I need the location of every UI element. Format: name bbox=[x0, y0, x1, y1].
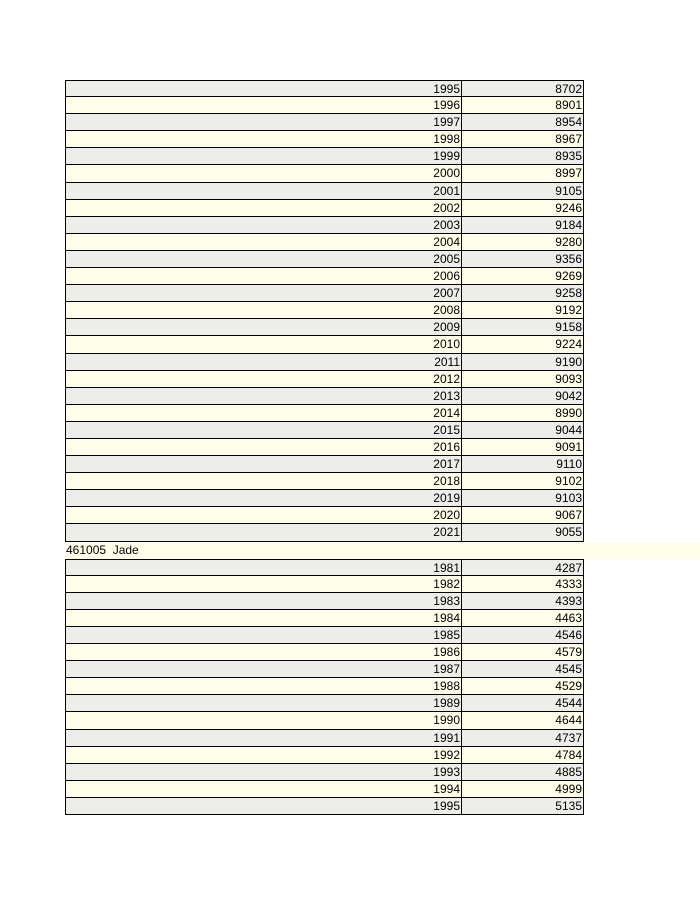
value-cell: 8990 bbox=[555, 405, 582, 420]
value-cell: 9246 bbox=[555, 200, 582, 215]
table-row bbox=[65, 747, 584, 764]
year-cell: 2001 bbox=[66, 183, 462, 199]
value-cell: 4529 bbox=[555, 679, 582, 694]
year-cell: 2021 bbox=[66, 524, 462, 540]
value-cell: 4544 bbox=[555, 696, 582, 711]
table-row bbox=[65, 764, 584, 781]
value-cell: 9269 bbox=[555, 269, 582, 284]
value-cell: 9280 bbox=[555, 234, 582, 249]
year-cell: 1988 bbox=[66, 678, 462, 694]
year-cell: 2012 bbox=[66, 371, 462, 387]
year-cell: 2017 bbox=[66, 456, 462, 472]
value-cell: 9190 bbox=[555, 354, 582, 369]
value-cell: 4287 bbox=[555, 560, 582, 575]
table-row bbox=[65, 781, 584, 798]
table-row bbox=[65, 695, 584, 712]
table-row bbox=[65, 354, 584, 371]
table-row bbox=[65, 217, 584, 234]
value-cell: 4999 bbox=[555, 781, 582, 796]
year-cell: 1992 bbox=[66, 747, 462, 763]
year-cell: 1989 bbox=[66, 695, 462, 711]
value-cell: 4463 bbox=[555, 610, 582, 625]
value-cell: 9184 bbox=[555, 217, 582, 232]
year-cell: 2019 bbox=[66, 490, 462, 506]
table-row bbox=[65, 165, 584, 182]
value-cell: 5135 bbox=[555, 798, 582, 813]
year-cell: 2018 bbox=[66, 473, 462, 489]
year-cell: 2016 bbox=[66, 439, 462, 455]
value-cell: 4885 bbox=[555, 764, 582, 779]
year-cell: 2014 bbox=[66, 405, 462, 421]
year-cell: 1985 bbox=[66, 627, 462, 643]
year-cell: 1986 bbox=[66, 644, 462, 660]
table-row bbox=[65, 183, 584, 200]
value-cell: 4545 bbox=[555, 662, 582, 677]
table-row bbox=[65, 593, 584, 610]
table-row bbox=[65, 268, 584, 285]
year-cell: 1994 bbox=[66, 781, 462, 797]
year-cell: 2005 bbox=[66, 251, 462, 267]
value-cell: 9110 bbox=[556, 457, 582, 472]
table-row bbox=[65, 507, 584, 524]
value-cell: 9067 bbox=[555, 508, 582, 523]
value-cell: 9042 bbox=[555, 388, 582, 403]
year-cell: 2009 bbox=[66, 319, 462, 335]
year-cell: 2015 bbox=[66, 422, 462, 438]
value-cell: 8901 bbox=[555, 98, 582, 113]
table-row bbox=[65, 131, 584, 148]
year-cell: 2007 bbox=[66, 285, 462, 301]
table-row bbox=[65, 285, 584, 302]
year-cell: 1991 bbox=[66, 730, 462, 746]
value-cell: 9105 bbox=[555, 183, 582, 198]
table-row bbox=[65, 319, 584, 336]
year-cell: 2011 bbox=[66, 354, 462, 370]
value-cell: 9093 bbox=[555, 371, 582, 386]
year-cell: 2008 bbox=[66, 302, 462, 318]
value-cell: 8935 bbox=[555, 149, 582, 164]
table-row bbox=[65, 388, 584, 405]
year-cell: 1997 bbox=[66, 114, 462, 130]
year-cell: 1999 bbox=[66, 148, 462, 164]
year-cell: 2020 bbox=[66, 507, 462, 523]
year-cell: 1993 bbox=[66, 764, 462, 780]
value-cell: 4644 bbox=[555, 713, 582, 728]
year-cell: 1990 bbox=[66, 712, 462, 728]
year-cell: 1982 bbox=[66, 576, 462, 592]
year-cell: 1995 bbox=[66, 798, 462, 814]
year-cell: 1996 bbox=[66, 97, 462, 113]
table-row bbox=[65, 524, 584, 541]
value-cell: 8967 bbox=[555, 132, 582, 147]
value-cell: 9091 bbox=[555, 439, 582, 454]
year-cell: 1998 bbox=[66, 131, 462, 147]
year-cell: 1987 bbox=[66, 661, 462, 677]
value-cell: 4393 bbox=[555, 593, 582, 608]
year-cell: 1984 bbox=[66, 610, 462, 626]
table-row bbox=[65, 405, 584, 422]
year-cell: 2004 bbox=[66, 234, 462, 250]
table-row bbox=[65, 644, 584, 661]
value-cell: 8702 bbox=[555, 82, 582, 96]
spreadsheet-table bbox=[65, 80, 700, 815]
value-cell: 8954 bbox=[555, 115, 582, 130]
table-row bbox=[65, 114, 584, 131]
table-row bbox=[65, 148, 584, 165]
table-row bbox=[65, 559, 584, 576]
year-cell: 1995 bbox=[66, 81, 462, 96]
table-row bbox=[65, 422, 584, 439]
value-cell: 4546 bbox=[555, 628, 582, 642]
table-row bbox=[65, 80, 584, 97]
table-row bbox=[65, 200, 584, 217]
table-row bbox=[65, 627, 584, 644]
table-row bbox=[65, 439, 584, 456]
value-cell: 9103 bbox=[555, 491, 582, 506]
year-cell: 1983 bbox=[66, 593, 462, 609]
year-cell: 2010 bbox=[66, 336, 462, 352]
year-cell: 2000 bbox=[66, 165, 462, 181]
year-cell: 2002 bbox=[66, 200, 462, 216]
value-cell: 9258 bbox=[555, 286, 582, 301]
table-row bbox=[65, 336, 584, 353]
value-cell: 4579 bbox=[555, 645, 582, 660]
table-row bbox=[65, 576, 584, 593]
section-header bbox=[65, 542, 700, 559]
table-row bbox=[65, 97, 584, 114]
value-cell: 9356 bbox=[555, 251, 582, 266]
year-cell: 1981 bbox=[66, 560, 462, 575]
table-row bbox=[65, 251, 584, 268]
value-cell: 4737 bbox=[555, 730, 582, 745]
table-row bbox=[65, 473, 584, 490]
year-cell: 2013 bbox=[66, 388, 462, 404]
value-cell: 9224 bbox=[555, 337, 582, 352]
table-row bbox=[65, 610, 584, 627]
year-cell: 2003 bbox=[66, 217, 462, 233]
table-row bbox=[65, 798, 584, 815]
table-row bbox=[65, 456, 584, 473]
table-row bbox=[65, 730, 584, 747]
table-row bbox=[65, 678, 584, 695]
value-cell: 8997 bbox=[555, 166, 582, 181]
table-row bbox=[65, 712, 584, 729]
section-title: 461005 Jade bbox=[66, 542, 139, 557]
value-cell: 4784 bbox=[555, 747, 582, 762]
value-cell: 9044 bbox=[555, 422, 582, 437]
table-row bbox=[65, 302, 584, 319]
table-row bbox=[65, 371, 584, 388]
year-cell: 2006 bbox=[66, 268, 462, 284]
table-row bbox=[65, 490, 584, 507]
value-cell: 9102 bbox=[555, 474, 582, 489]
table-row bbox=[65, 661, 584, 678]
value-cell: 4333 bbox=[555, 576, 582, 591]
value-cell: 9158 bbox=[555, 320, 582, 335]
value-cell: 9055 bbox=[555, 525, 582, 540]
table-row bbox=[65, 234, 584, 251]
value-cell: 9192 bbox=[555, 303, 582, 318]
